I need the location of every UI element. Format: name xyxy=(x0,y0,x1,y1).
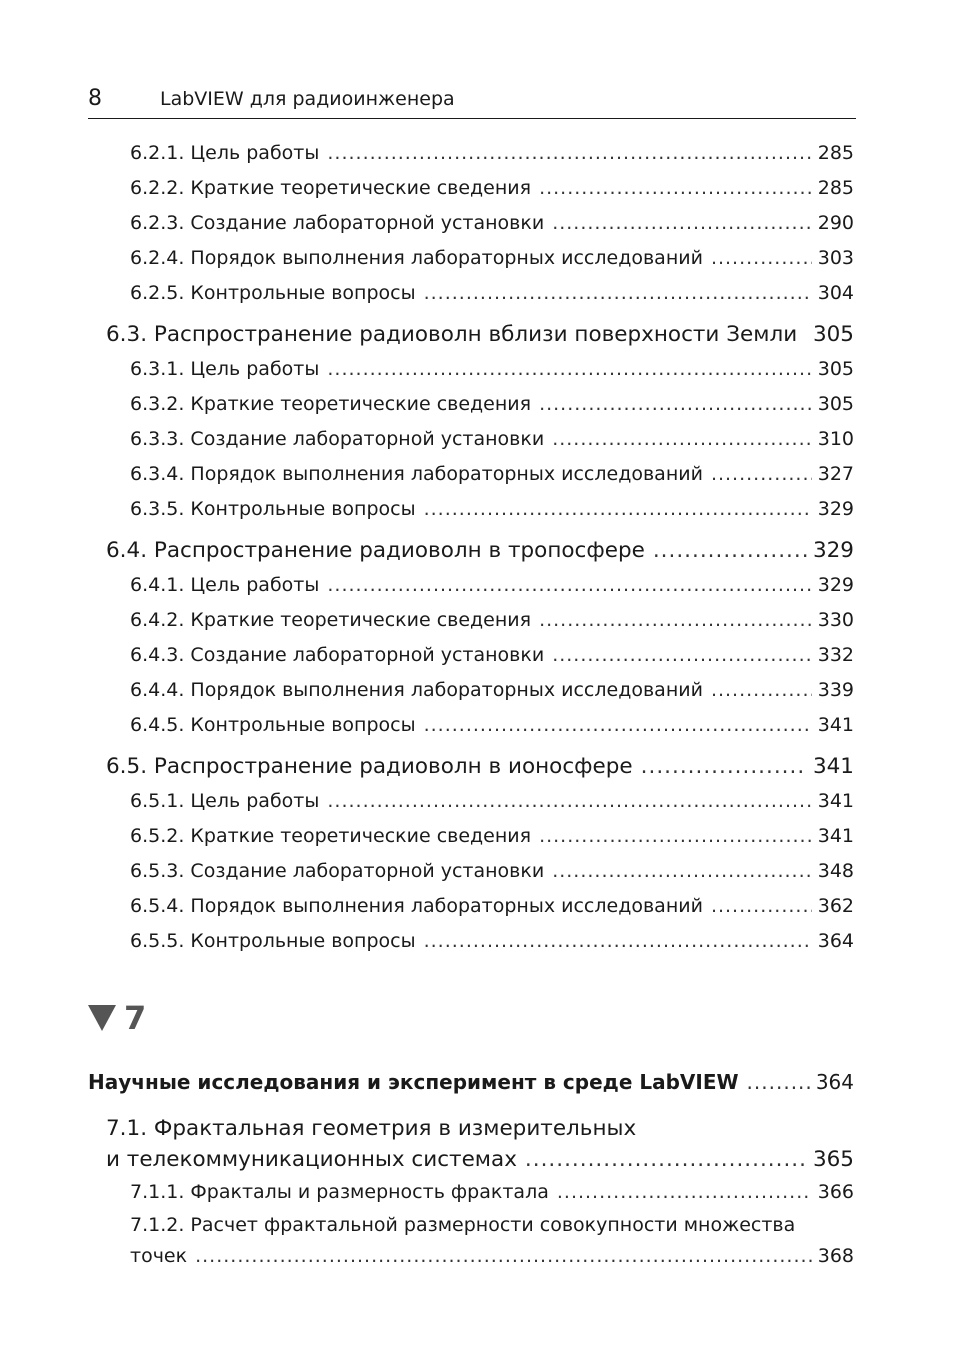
toc-entry-6-2-4: 6.2.4. Порядок выполнения лабораторных исследований ..... 303 xyxy=(88,241,854,276)
toc-chapter-7: Научные исследования и эксперимент в среде LabVIEW ..... 364 xyxy=(88,1063,854,1101)
toc-entry-6-5-2: 6.5.2. Краткие теоретические сведения ..... 341 xyxy=(88,819,854,854)
toc-entry-6-4-2: 6.4.2. Краткие теоретические сведения ..... 330 xyxy=(88,603,854,638)
toc-entry-7-1-1: 7.1.1. Фракталы и размерность фрактала ..... 366 xyxy=(88,1175,854,1210)
running-title: LabVIEW для радиоинженера xyxy=(160,88,455,110)
toc-entry-6-2-1: 6.2.1. Цель работы ..... 285 xyxy=(88,136,854,171)
toc-entry-6-4-1: 6.4.1. Цель работы ..... 329 xyxy=(88,568,854,603)
toc-section-7-1: 7.1. Фрактальная геометрия в измерительных и телекоммуникационных системах ..... 365 xyxy=(88,1113,854,1175)
table-of-contents xyxy=(88,136,854,1272)
toc-entry-6-5-5: 6.5.5. Контрольные вопросы ..... 364 xyxy=(88,924,854,959)
toc-section-6-5: 6.5. Распространение радиоволн в ионосфере ..... 341 xyxy=(88,749,854,784)
toc-entry-6-4-4: 6.4.4. Порядок выполнения лабораторных исследований ..... 339 xyxy=(88,673,854,708)
toc-entry-6-3-4: 6.3.4. Порядок выполнения лабораторных исследований ..... 327 xyxy=(88,457,854,492)
toc-entry-6-3-2: 6.3.2. Краткие теоретические сведения ..... 305 xyxy=(88,387,854,422)
toc-entry-6-2-2: 6.2.2. Краткие теоретические сведения ..... 285 xyxy=(88,171,854,206)
toc-entry-6-5-3: 6.5.3. Создание лабораторной установки ..... 348 xyxy=(88,854,854,889)
toc-entry-7-1-2: 7.1.2. Расчет фрактальной размерности совокупности множества точек ..... 368 xyxy=(88,1210,854,1272)
toc-entry-6-2-3: 6.2.3. Создание лабораторной установки ..... 290 xyxy=(88,206,854,241)
toc-entry-6-3-1: 6.3.1. Цель работы ..... 305 xyxy=(88,352,854,387)
toc-entry-6-5-1: 6.5.1. Цель работы ..... 341 xyxy=(88,784,854,819)
triangle-down-icon xyxy=(88,1005,116,1031)
toc-entry-6-3-5: 6.3.5. Контрольные вопросы ..... 329 xyxy=(88,492,854,527)
chapter-number: 7 xyxy=(124,999,147,1037)
page-header xyxy=(88,84,856,119)
chapter-marker xyxy=(88,993,854,1043)
page-number: 8 xyxy=(88,86,102,111)
toc-entry-6-5-4: 6.5.4. Порядок выполнения лабораторных исследований ..... 362 xyxy=(88,889,854,924)
toc-entry-6-4-3: 6.4.3. Создание лабораторной установки ..... 332 xyxy=(88,638,854,673)
toc-section-6-3: 6.3. Распространение радиоволн вблизи поверхности Земли ..... 305 xyxy=(88,317,854,352)
toc-section-6-4: 6.4. Распространение радиоволн в тропосфере ..... 329 xyxy=(88,533,854,568)
toc-entry-6-2-5: 6.2.5. Контрольные вопросы ..... 304 xyxy=(88,276,854,311)
toc-entry-6-4-5: 6.4.5. Контрольные вопросы ..... 341 xyxy=(88,708,854,743)
toc-entry-6-3-3: 6.3.3. Создание лабораторной установки ..... 310 xyxy=(88,422,854,457)
